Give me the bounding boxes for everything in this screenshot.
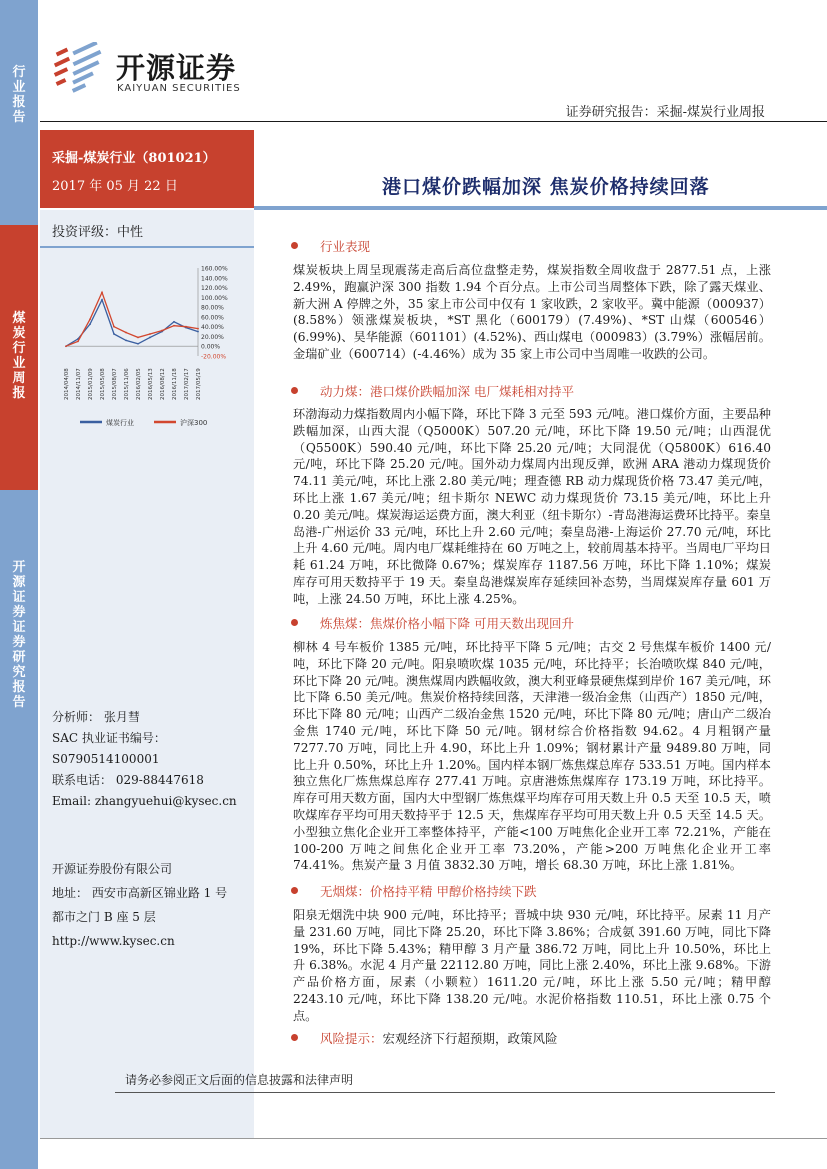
chart-x-tick-label: 2016/08/12: [160, 368, 166, 400]
analyst-name: 分析师： 张月彗: [52, 710, 140, 724]
chart-point: [101, 299, 103, 301]
chart-point: [197, 331, 199, 333]
bullet-icon: [291, 887, 298, 894]
chart-y-tick-label: 120.00%: [201, 285, 228, 293]
company-info: [52, 857, 227, 953]
logo-english-name: KAIYUAN SECURITIES: [117, 83, 241, 94]
bullet-icon: [291, 1034, 298, 1041]
analyst-email[interactable]: Email: zhangyuehui@kysec.cn: [52, 794, 237, 808]
chart-y-tick-label: 100.00%: [201, 294, 228, 302]
report-date: 2017 年 05 月 22 日: [52, 179, 178, 194]
chart-point: [185, 326, 187, 328]
rating-rule: [40, 246, 254, 248]
chart-x-tick-label: 2014/11/07: [76, 368, 82, 400]
chart-x-tick-label: 2015/08/07: [112, 368, 118, 400]
sac-label: SAC 执业证书编号：: [52, 731, 166, 745]
section-body: 煤炭板块上周呈现震荡走高后高位盘整走势，煤炭指数全周收盘于 2877.51 点，上涨 2.49%，跑赢沪深 300 指数 1.94 个百分点。上市公司当周整体下跌，除了露天煤业、新大洲 A 停牌之外，35 家上市公司中仅有 1 家收跌，2 家收平。冀中能源（000937）(8.58%）领涨煤炭板块，*ST 黑化（600179）(7.49%)、*ST 山煤（600546）(6.99%)、昊华能源（601101）(4.52%)、西山煤电（000983）(3.79%）涨幅居前。金瑞矿业（600714）(-4.46%）成为 35 家上市公司中当周唯一收跌的公司。: [293, 263, 771, 361]
chart-point: [101, 292, 103, 294]
left-strip-top: [0, 0, 38, 225]
footer-disclaimer: 请务必参阅正文后面的信息披露和法律声明: [125, 1073, 354, 1087]
analyst-phone: 联系电话： 029-88447618: [52, 773, 204, 787]
page-title: 港口煤价跌幅加深 焦炭价格持续回落: [382, 176, 710, 198]
left-strip-middle: [0, 225, 38, 490]
title-rule: [254, 206, 827, 210]
chart-y-tick-label: 140.00%: [201, 275, 228, 283]
investment-rating: 投资评级：中性: [52, 225, 144, 240]
chart-y-tick-label: -20.00%: [201, 353, 227, 361]
chart-point: [137, 337, 139, 339]
company-name: 开源证券股份有限公司: [52, 862, 173, 876]
chart-point: [125, 339, 127, 341]
chart-point: [125, 332, 127, 334]
risk-warning: [296, 1029, 558, 1047]
sac-number: S0790514100001: [52, 752, 160, 766]
chart-point: [113, 326, 115, 328]
chart-y-tick-label: 160.00%: [201, 265, 228, 273]
chart-point: [137, 343, 139, 345]
company-url[interactable]: http://www.kysec.cn: [52, 934, 175, 948]
chart-point: [197, 328, 199, 330]
header-divider: [40, 121, 827, 122]
section-heading: 无烟煤：价格持平精 甲醇价格持续下跌: [296, 882, 536, 900]
chart-y-tick-label: 0.00%: [201, 343, 221, 351]
chart-x-tick-label: 2014/04/08: [64, 368, 70, 400]
strip-label-report: 行业报告: [12, 65, 26, 125]
chart-x-tick-label: 2016/02/05: [136, 368, 142, 400]
chart-point: [173, 321, 175, 323]
chart-x-tick-label: 2015/11/06: [124, 368, 130, 400]
analyst-info: [52, 707, 237, 812]
chart-series-line: [66, 300, 198, 346]
section-heading: 炼焦煤：焦煤价格小幅下降 可用天数出现回升: [296, 614, 574, 632]
chart-x-tick-label: 2016/11/18: [172, 368, 178, 400]
risk-label: 风险提示：: [320, 1031, 383, 1046]
strip-label-research: 开源证券证券研究报告: [12, 560, 26, 710]
kaiyuan-logo-icon: [52, 42, 108, 98]
left-strip-bottom: [0, 490, 38, 1169]
chart-point: [65, 345, 67, 347]
chart-x-tick-label: 2016/05/13: [148, 368, 154, 400]
bullet-icon: [291, 387, 298, 394]
chart-x-tick-label: 2017/02/17: [184, 368, 190, 400]
section-body: 柳林 4 号车板价 1385 元/吨，环比持平下降 5 元/吨；古交 2 号焦煤车板价 1400 元/吨，环比下降 20 元/吨。阳泉喷吹煤 1035 元/吨，环比持平；长治喷吹煤 840 元/吨，环比下降 20 元/吨。澳焦煤周内跌幅收敛，澳大利亚峰景硬焦煤到岸价 167 美元/吨，环比下降 6.50 美元/吨。焦炭价格持续回落，天津港一级冶金焦（山西产）1850 元/吨，环比下降 80 元/吨；山西产二级冶金焦 1520 元/吨，环比下降 80 元/吨；唐山产二级冶金焦 1740 元/吨，环比下降 50 元/吨。钢材综合价格指数 94.62。4 月粗钢产量 7277.70 万吨，同比上升 4.90，环比上升 1.09%；钢材累计产量 9489.80 万吨，同比上升 0.50%，环比上升 1.20%。国内样本钢厂炼焦煤总库存 533.51 万吨。国内样本独立焦化厂炼焦煤总库存 277.41 万吨。京唐港炼焦煤库存 173.19 万吨，环比持平。库存可用天数方面，国内大中型钢厂炼焦煤平均库存可用天数上升 0.5 天至 10.5 天，喷吹煤库存平均可用天数持平于 12.5 天，焦煤库存平均可用天数上升 0.5 天至 14.5 天。小型独立焦化企业开工率整体持平，产能<100 万吨焦化企业开工率 72.21%，产能在 100-200 万吨之间焦化企业开工率 73.20%，产能>200 万吨焦化企业开工率 74.41%。焦炭产量 3 月值 3832.30 万吨，增长 68.30 万吨，环比上涨 1.81%。: [293, 640, 771, 873]
sector-name: 采掘-煤炭行业（801021）: [52, 151, 216, 166]
bullet-icon: [291, 242, 298, 249]
chart-legend-label: 煤炭行业: [106, 419, 134, 427]
page-bottom-line: [40, 1138, 827, 1139]
chart-y-tick-label: 80.00%: [201, 304, 224, 312]
chart-point: [113, 333, 115, 335]
chart-x-tick-label: 2015/05/08: [100, 368, 106, 400]
chart-point: [89, 323, 91, 325]
chart-point: [149, 337, 151, 339]
performance-chart: [50, 262, 248, 437]
footer-rule: [115, 1092, 775, 1093]
chart-y-tick-label: 40.00%: [201, 324, 224, 332]
chart-point: [149, 333, 151, 335]
chart-x-tick-label: 2017/05/19: [196, 368, 202, 400]
company-address-1: 地址： 西安市高新区锦业路 1 号: [52, 886, 228, 900]
chart-x-tick-label: 2015/01/09: [88, 368, 94, 400]
report-type: 证券研究报告：采掘-煤炭行业周报: [565, 105, 765, 120]
chart-point: [173, 325, 175, 327]
section-body: 阳泉无烟洗中块 900 元/吨，环比持平；晋城中块 930 元/吨，环比持平。尿素 11 月产量 231.60 万吨，同比下降 25.20，环比下降 3.86%；合成氨 391.60 万吨，同比下降 19%，环比下降 5.43%；精甲醇 3 月产量 386.72 万吨，同比上升 10.50%，环比上升 6.38%。水泥 4 月产量 22112.80 万吨，同比上涨 2.40%，环比上涨 9.68%。下游产品价格方面，尿素（小颗粒）1611.20 元/吨，环比上涨 5.50 元/吨；精甲醇 2243.10 元/吨，环比下降 138.20 元/吨。水泥价格指数 110.51，环比上涨 0.75 个点。: [293, 908, 771, 1023]
chart-legend-label: 沪深300: [180, 419, 208, 427]
chart-y-tick-label: 20.00%: [201, 333, 224, 341]
chart-series-line: [66, 292, 198, 346]
sector-box: [40, 130, 254, 208]
chart-point: [161, 330, 163, 332]
risk-text: 宏观经济下行超预期，政策风险: [382, 1031, 558, 1046]
chart-point: [77, 340, 79, 342]
section-body: 环渤海动力煤指数周内小幅下降，环比下降 3 元至 593 元/吨。港口煤价方面，主要品种跌幅加深，山西大混（Q5000K）507.20 元/吨，环比下降 19.50 元/吨；山西混优（Q5500K）590.40 元/吨，环比下降 25.20 元/吨；大同混优（Q5800K）616.40 元/吨，环比下降 25.20 元/吨。国外动力煤周内出现反弹，欧洲 ARA 港动力煤现货价 74.11 美元/吨，环比上涨 2.80 美元/吨；理查德 RB 动力煤现货价格 73.47 美元/吨，环比上涨 1.67 美元/吨；纽卡斯尔 NEWC 动力煤现货价 73.15 美元/吨，环比上升 0.20 美元/吨。煤炭海运运费方面，澳大利亚（纽卡斯尔）-青岛港海运费环比持平。秦皇岛港-广州运价 33 元/吨，环比上升 2.60 元/吨；秦皇岛港-上海运价 27.70 元/吨，环比上升 4.60 元/吨。周内电厂煤耗维持在 60 万吨之上，较前周基本持平。当周电厂平均日耗 61.24 万吨，环比微降 0.67%；煤炭库存 1187.56 万吨，环比下降 1.10%；煤炭库存可用天数持平于 19 天。秦皇岛港煤炭库存延续回补态势，当周煤炭库存量 601 万吨，上涨 24.50 万吨，环比上涨 4.25%。: [293, 407, 771, 606]
chart-y-tick-label: 60.00%: [201, 314, 224, 322]
section-heading: 行业表现: [296, 237, 370, 255]
chart-point: [89, 318, 91, 320]
bullet-icon: [291, 619, 298, 626]
strip-label-coal-weekly: 煤炭行业周报: [12, 311, 26, 401]
section-heading: 动力煤：港口煤价跌幅加深 电厂煤耗相对持平: [296, 382, 574, 400]
company-address-2: 都市之门 B 座 5 层: [52, 910, 156, 924]
logo-chinese-name: 开源证券: [116, 51, 237, 85]
